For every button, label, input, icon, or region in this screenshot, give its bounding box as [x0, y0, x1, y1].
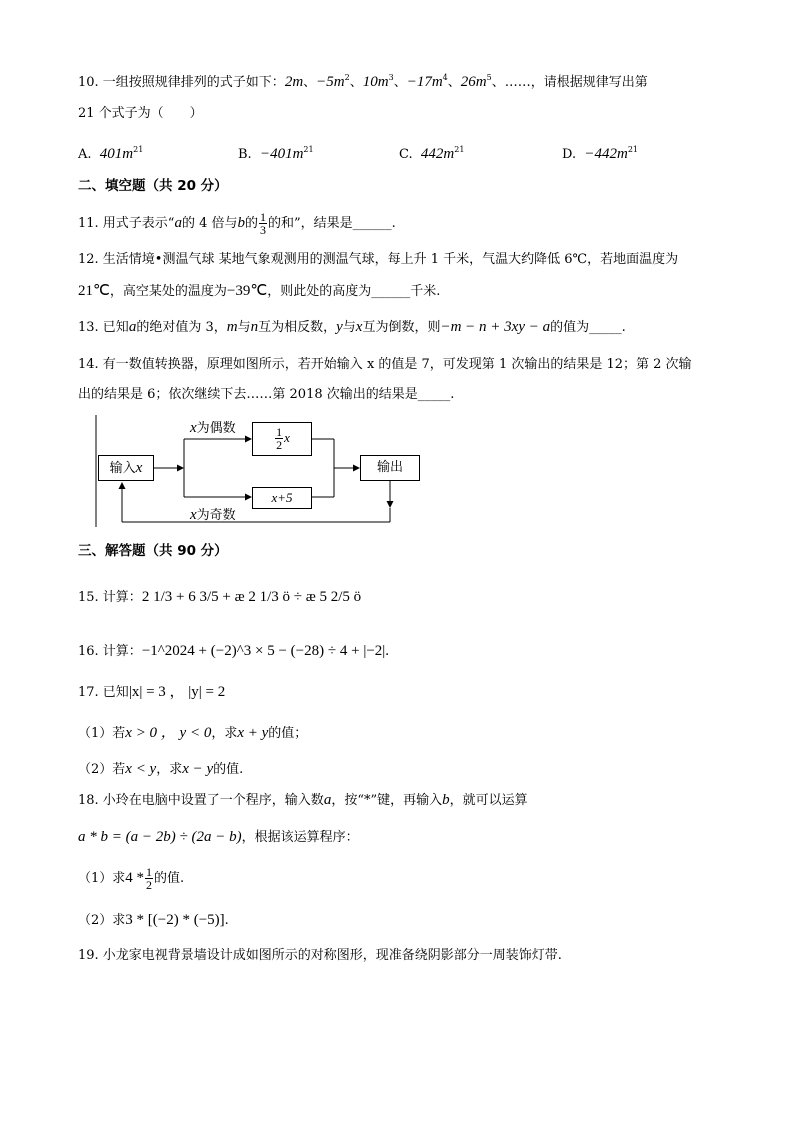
- denominator: 3: [260, 223, 267, 237]
- q17: [78, 683, 225, 702]
- q19: 19. 小龙家电视背景墙设计成如图所示的对称图形，现准备绕阴影部分一周装饰灯带.: [78, 948, 562, 963]
- text: 的值；: [268, 726, 308, 741]
- section-heading-fill-in: 二、填空题（共 20 分）: [78, 178, 228, 194]
- q18-line2: [78, 828, 359, 847]
- q10-term4: −17m: [406, 74, 443, 90]
- text: ，根据该运算程序：: [241, 830, 359, 845]
- text: 11. 用式子表示“: [78, 216, 175, 231]
- fraction: [145, 866, 153, 891]
- q10-option-d: [562, 141, 638, 164]
- variable: b: [442, 792, 450, 808]
- option-letter: A.: [78, 147, 92, 162]
- expression: 4 *: [125, 870, 145, 886]
- q10-term5: 26m: [460, 74, 487, 90]
- option-letter: C.: [399, 147, 413, 162]
- option-value: −442m: [584, 146, 628, 162]
- converter-flow-diagram: [94, 415, 422, 527]
- fraction: [259, 211, 267, 236]
- variable: a: [323, 792, 332, 808]
- plus-five-box: [252, 487, 312, 509]
- text: 18. 小玲在电脑中设置了一个程序，输入数: [78, 793, 324, 808]
- section-heading-answers: 三、解答题（共 90 分）: [78, 543, 228, 559]
- text: （2）若: [78, 762, 126, 777]
- expression: 2 1/3 + 6 3/5 + æ 2 1/3 ö ÷ æ 5 2/5 ö: [141, 589, 362, 605]
- condition: 为奇数: [196, 508, 236, 523]
- label: 15. 计算：: [78, 590, 142, 605]
- variable: a: [174, 215, 182, 231]
- separator: 、: [349, 75, 363, 90]
- label: 17. 已知: [78, 685, 129, 700]
- q18-part2: [78, 911, 229, 930]
- q14-line1: 14. 有一数值转换器，原理如图所示，若开始输入 x 的值是 7，可发现第 1 次输出的结果是 12；第 2 次输: [78, 357, 692, 372]
- variable: x: [190, 420, 197, 436]
- text: 的绝对值为 3，: [136, 320, 227, 335]
- q10-intro: 10. 一组按照规律排列的式子如下：: [78, 75, 285, 90]
- odd-label: [190, 504, 236, 524]
- temperature: −39℃: [226, 283, 268, 299]
- q18-line1: [78, 791, 528, 810]
- q17-part1: [78, 724, 307, 743]
- condition: x < y: [125, 761, 157, 777]
- input-box: [98, 455, 154, 481]
- text: ，求: [156, 762, 183, 777]
- input-label: 输入: [109, 461, 136, 476]
- text: 的: [245, 216, 259, 231]
- exponent: 5: [486, 73, 492, 82]
- condition: x > 0 ， y < 0: [125, 725, 212, 741]
- condition: 为偶数: [196, 421, 236, 436]
- denominator: 2: [276, 438, 283, 452]
- text: 与: [237, 320, 251, 335]
- q12-line1: 12. 生活情境•测温气球 某地气象观测用的测温气球，每上升 1 千米，气温大约降低 6℃，若地面温度为: [78, 252, 679, 267]
- text: ，则此处的高度为______千米.: [267, 284, 441, 299]
- option-letter: B.: [238, 147, 252, 162]
- text: （1）求: [78, 871, 126, 886]
- text: 与: [342, 320, 356, 335]
- q15: [78, 588, 361, 607]
- text: 13. 已知: [78, 320, 129, 335]
- output-box: 输出: [360, 455, 420, 481]
- exponent: 21: [303, 145, 314, 154]
- variable: x: [135, 460, 143, 476]
- q10-term1: 2m: [284, 74, 304, 90]
- text: （1）若: [78, 726, 126, 741]
- q10-term3: 10m: [362, 74, 389, 90]
- variable: n: [250, 319, 259, 335]
- option-value: 442m: [420, 146, 455, 162]
- q11: [78, 211, 396, 236]
- variable: x: [284, 430, 290, 445]
- q10-option-a: [78, 141, 143, 164]
- q16: [78, 642, 389, 661]
- q13: [78, 318, 626, 337]
- variable: x: [355, 319, 363, 335]
- text: 的值.: [154, 871, 185, 886]
- numerator: 1: [146, 865, 153, 879]
- q17-part2: [78, 760, 243, 779]
- q10-term2: −5m: [316, 74, 345, 90]
- temperature: 21℃: [78, 283, 110, 299]
- exponent: 2: [344, 73, 350, 82]
- variable: x: [190, 507, 197, 523]
- q18-part1: [78, 866, 184, 891]
- numerator: 1: [260, 210, 267, 224]
- expression: −1^2024 + (−2)^3 × 5 − (−28) ÷ 4 + |−2|.: [141, 643, 390, 659]
- option-value: −401m: [259, 146, 304, 162]
- denominator: 2: [146, 878, 153, 892]
- q10-suffix: 、……，请根据规律写出第: [491, 75, 648, 90]
- q12-line2: [78, 282, 440, 301]
- text: 的值.: [213, 762, 244, 777]
- text: 互为相反数，: [258, 320, 337, 335]
- option-value: 401m: [99, 146, 134, 162]
- expression: x+5: [271, 490, 293, 505]
- exponent: 21: [454, 145, 465, 154]
- variable: m: [226, 319, 238, 335]
- expression: x + y: [237, 725, 269, 741]
- text: .: [224, 913, 229, 928]
- expression: 3 * [(−2) * (−5)]: [125, 912, 225, 928]
- variable: b: [237, 215, 245, 231]
- exponent: 21: [133, 145, 144, 154]
- text: 的和”，结果是______.: [268, 216, 396, 231]
- separator: 、: [393, 75, 407, 90]
- variable: a: [128, 319, 137, 335]
- text: 的 4 倍与: [181, 216, 238, 231]
- text: ，高空某处的温度为: [109, 284, 227, 299]
- text: ，求: [211, 726, 238, 741]
- expression: |x| = 3 ， |y| = 2: [128, 684, 226, 700]
- even-label: [190, 417, 236, 437]
- q10-line2: 21 个式子为（ ）: [78, 106, 203, 121]
- text: ，按“*”键，再输入: [331, 793, 443, 808]
- numerator: 1: [276, 425, 283, 439]
- text: 的值为_____.: [550, 320, 626, 335]
- text: ，就可以运算: [449, 793, 528, 808]
- separator: 、: [303, 75, 317, 90]
- q10-option-b: [238, 141, 314, 164]
- variable: y: [336, 319, 343, 335]
- text: 互为倒数，则: [362, 320, 441, 335]
- exponent: 3: [388, 73, 394, 82]
- half-fraction: [275, 426, 283, 451]
- text: （2）求: [78, 913, 126, 928]
- separator: 、: [447, 75, 461, 90]
- q10-line1: [78, 69, 648, 92]
- half-box: [252, 422, 312, 456]
- exponent: 4: [442, 73, 448, 82]
- expression: x − y: [182, 761, 214, 777]
- option-letter: D.: [562, 147, 577, 162]
- exponent: 21: [627, 145, 639, 154]
- expression: −m − n + 3xy − a: [440, 319, 551, 335]
- expression: a * b = (a − 2b) ÷ (2a − b): [78, 829, 242, 845]
- q14-line2: 出的结果是 6；依次继续下去……第 2018 次输出的结果是_____.: [78, 387, 455, 402]
- label: 16. 计算：: [78, 644, 142, 659]
- q10-option-c: [399, 141, 464, 164]
